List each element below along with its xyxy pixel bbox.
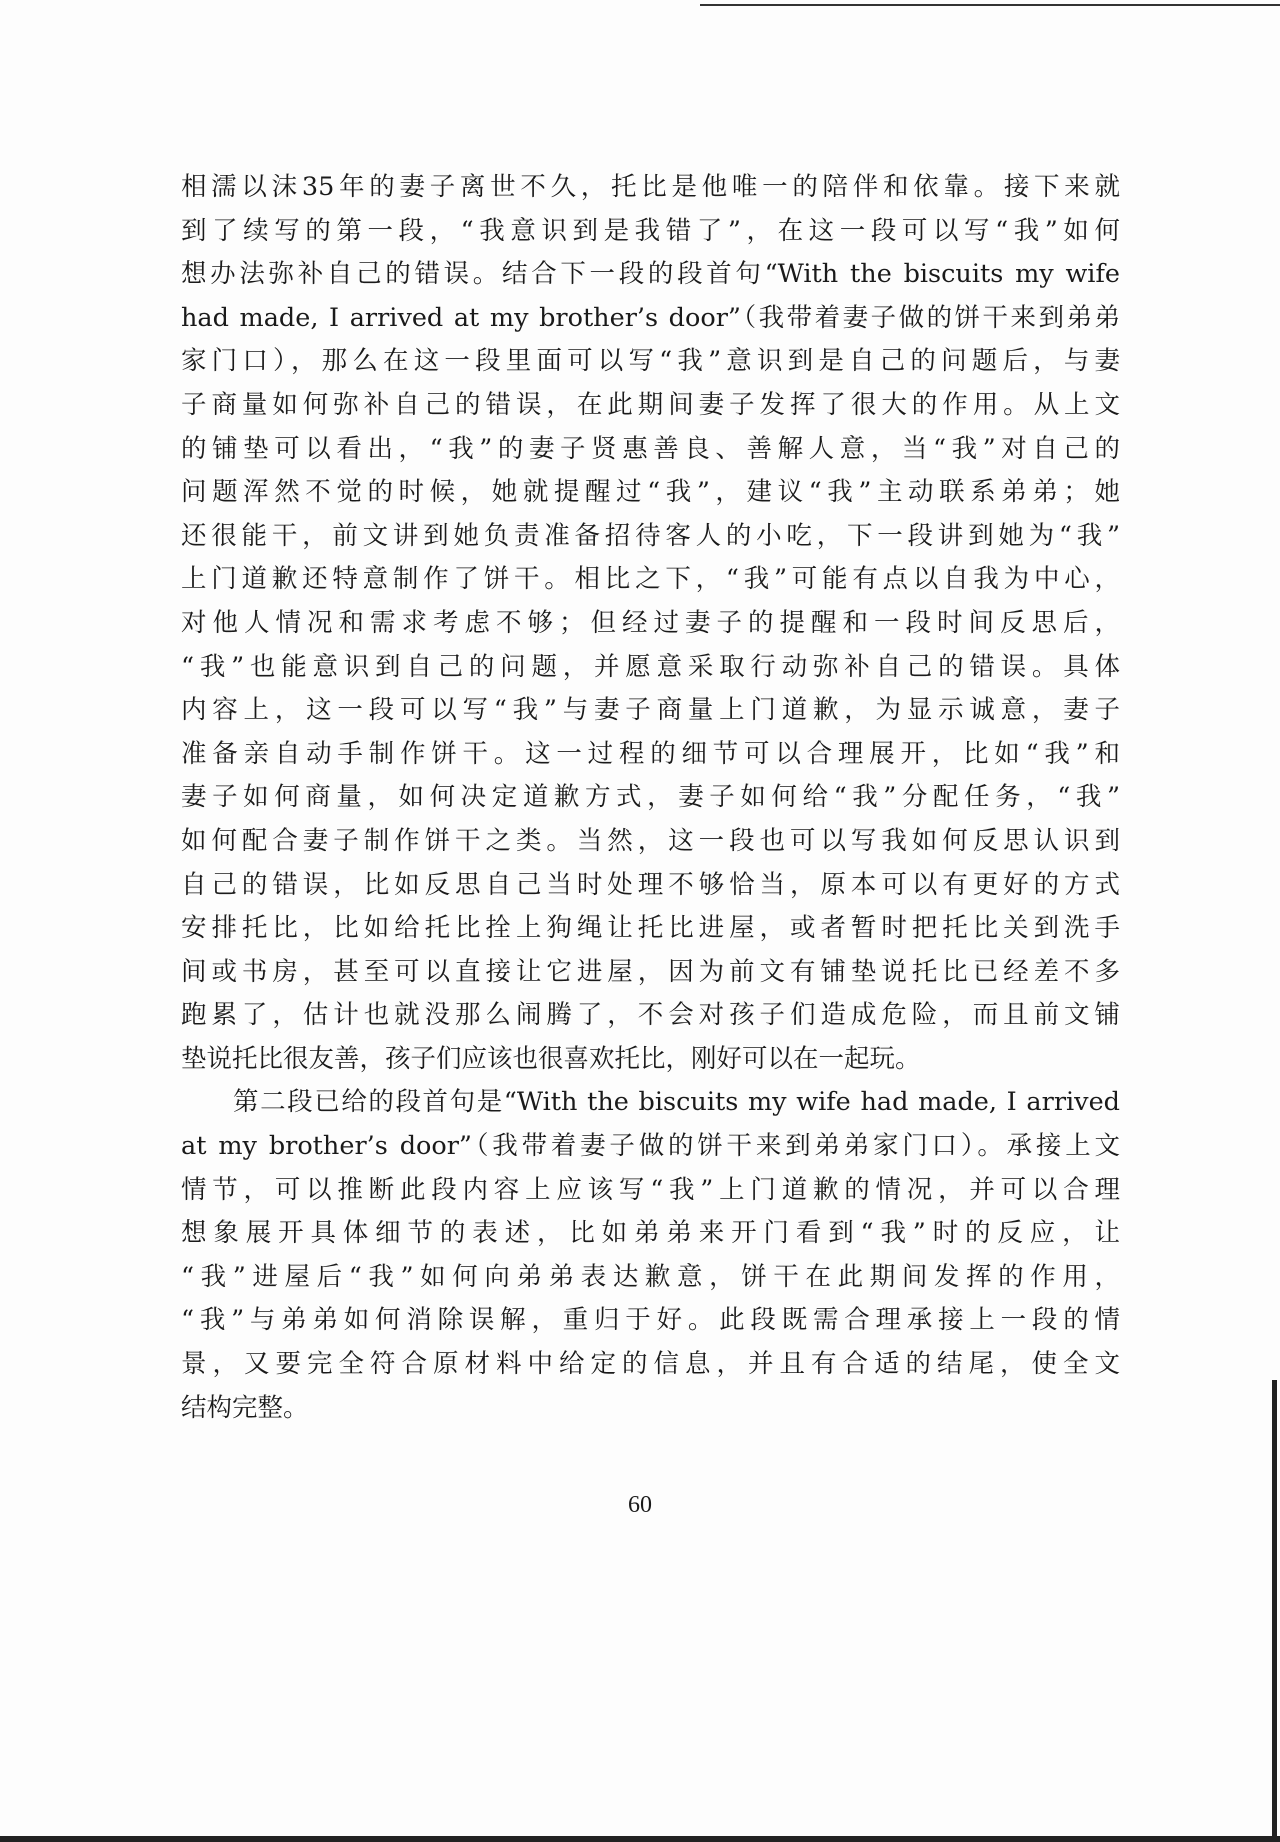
scan-edge-right [1272,1380,1277,1842]
text-line: 相濡以沫35年的妻子离世不久，托比是他唯一的陪伴和依靠。接下来就 [181,172,1120,202]
scan-edge-top [700,4,1280,6]
scan-edge-bottom [0,1836,1280,1842]
text-line: 想办法弥补自己的错误。结合下一段的段首句“With the biscuits my wife [181,259,1120,290]
text-line: 间或书房，甚至可以直接让它进屋，因为前文有铺垫说托比已经差不多 [181,956,1120,987]
text-line: 跑累了，估计也就没那么闹腾了，不会对孩子们造成危险，而且前文铺 [181,1000,1120,1031]
text-line: 对他人情况和需求考虑不够；但经过妻子的提醒和一段时间反思后， [181,607,1120,638]
paragraph [181,1081,1120,1430]
text-line: 上门道歉还特意制作了饼干。相比之下，“我”可能有点以自我为中心， [181,564,1120,595]
text-line: 景，又要完全符合原材料中给定的信息，并且有合适的结尾，使全文 [181,1349,1120,1380]
text-line: 想象展开具体细节的表述，比如弟弟来开门看到“我”时的反应，让 [181,1218,1120,1249]
text-line: at my brother’s door”（我带着妻子做的饼干来到弟弟家门口）。承接上文 [181,1131,1120,1162]
text-line: 第二段已给的段首句是“With the biscuits my wife had made, I arrived [233,1087,1120,1118]
text-line: “我”与弟弟如何消除误解，重归于好。此段既需合理承接上一段的情 [181,1305,1120,1336]
text-line: 如何配合妻子制作饼干之类。当然，这一段也可以写我如何反思认识到 [181,825,1120,856]
text-line: 内容上，这一段可以写“我”与妻子商量上门道歉，为显示诚意，妻子 [181,695,1120,726]
text-line: 安排托比，比如给托比拴上狗绳让托比进屋，或者暂时把托比关到洗手 [181,913,1120,944]
text-line: “我”也能意识到自己的问题，并愿意采取行动弥补自己的错误。具体 [181,651,1120,682]
paragraph [181,166,1120,1081]
text-line: 准备亲自动手制作饼干。这一过程的细节可以合理展开，比如“我”和 [181,738,1120,769]
text-line: 问题浑然不觉的时候，她就提醒过“我”，建议“我”主动联系弟弟；她 [181,477,1120,508]
text-line: 到了续写的第一段，“我意识到是我错了”，在这一段可以写“我”如何 [181,215,1120,246]
text-line: 的铺垫可以看出，“我”的妻子贤惠善良、善解人意，当“我”对自己的 [181,433,1120,464]
text-line: 子商量如何弥补自己的错误，在此期间妻子发挥了很大的作用。从上文 [181,389,1120,420]
text-line: “我”进屋后“我”如何向弟弟表达歉意，饼干在此期间发挥的作用， [181,1261,1120,1292]
body-text [181,166,1120,1430]
text-line: 家门口），那么在这一段里面可以写“我”意识到是自己的问题后，与妻 [181,346,1120,377]
text-line: 自己的错误，比如反思自己当时处理不够恰当，原本可以有更好的方式 [181,869,1120,900]
text-line: 还很能干，前文讲到她负责准备招待客人的小吃，下一段讲到她为“我” [181,520,1120,551]
text-line: had made, I arrived at my brother’s door”（我带着妻子做的饼干来到弟弟 [181,302,1120,333]
page-number: 60 [628,1492,652,1518]
text-line: 情节，可以推断此段内容上应该写“我”上门道歉的情况，并可以合理 [181,1174,1120,1205]
text-line: 结构完整。 [181,1392,309,1423]
text-line: 妻子如何商量，如何决定道歉方式，妻子如何给“我”分配任务，“我” [181,782,1120,813]
text-line: 垫说托比很友善，孩子们应该也很喜欢托比，刚好可以在一起玩。 [181,1043,921,1074]
